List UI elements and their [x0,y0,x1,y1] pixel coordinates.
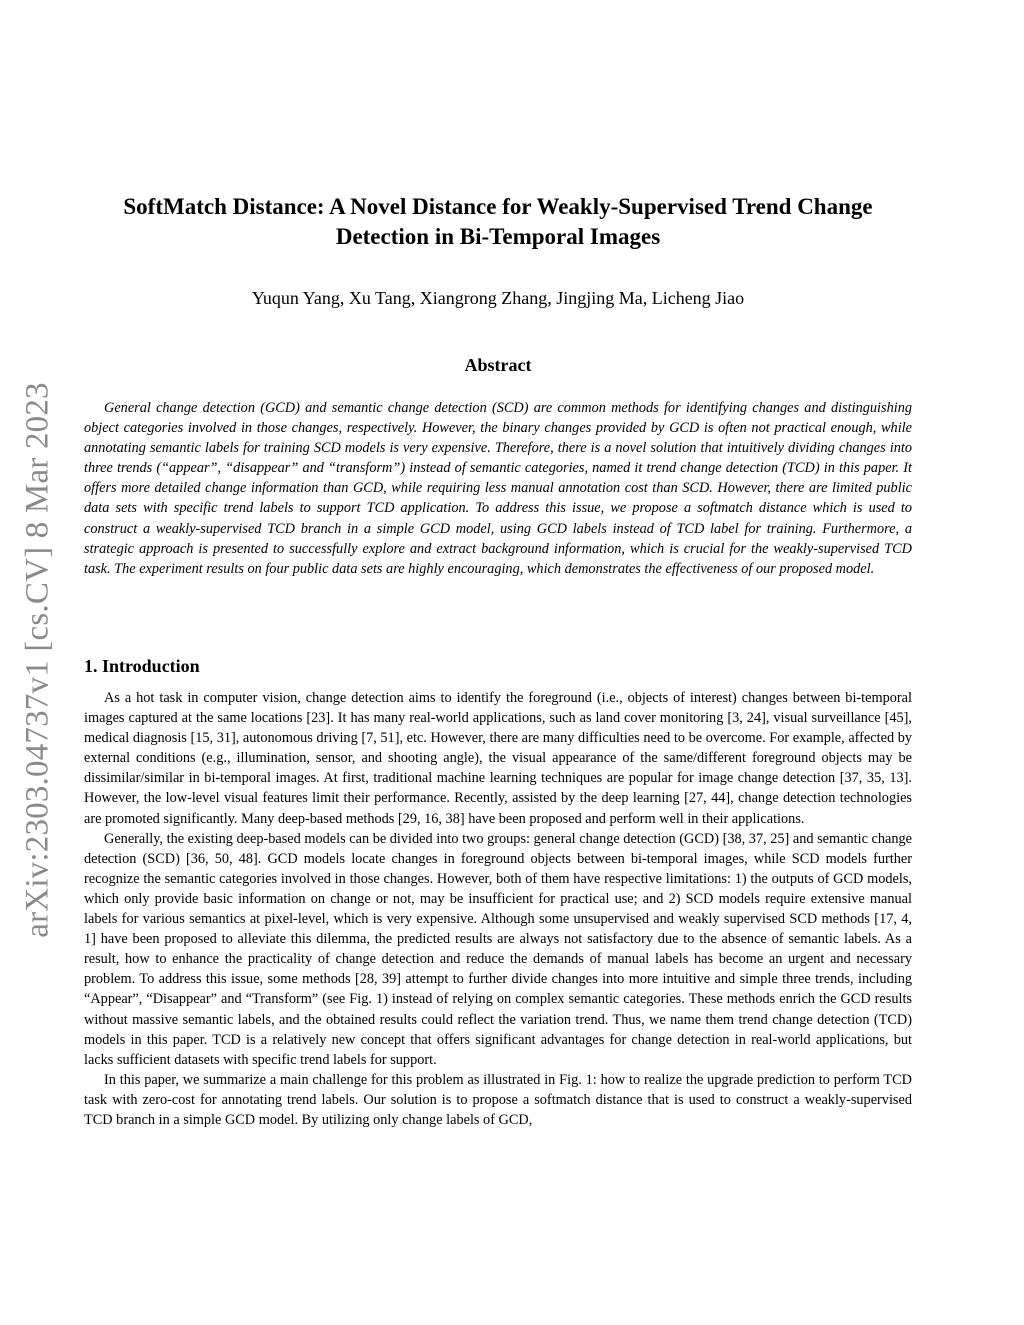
paragraph: Generally, the existing deep-based models can be divided into two groups: general change detection (GCD) [38, 37, 25] and semantic change detection (SCD) [36, 50, 48]. GCD models locate changes in foreground objects between bi-temporal images, while SCD models further recognize the semantic categories involved in those changes. However, both of them have respective limitations: 1) the outputs of GCD models, which only provide basic information on change or not, may be insufficient for practical use; and 2) SCD models require extensive manual labels for various semantics at pixel-level, which is very expensive. Although some unsupervised and weakly supervised SCD methods [17, 4, 1] have been proposed to alleviate this dilemma, the predicted results are always not satisfactory due to the absence of semantic labels. As a result, how to enhance the practicality of change detection and reduce the demands of manual labels has become an urgent and necessary problem. To address this issue, some methods [28, 39] attempt to further divide changes into more intuitive and simple three trends, including “Appear”, “Disappear” and “Transform” (see Fig. 1) instead of relying on complex semantic categories. These methods enrich the GCD results without massive semantic labels, and the obtained results could reflect the variation trend. Thus, we name them trend change detection (TCD) models in this paper. TCD is a relatively new concept that offers significant advantages for change detection in real-world applications, but lacks sufficient datasets with specific trend labels for support. [84,830,912,1068]
section-heading-introduction: 1. Introduction [84,656,200,676]
paragraph: As a hot task in computer vision, change detection aims to identify the foreground (i.e., objects of interest) changes between bi-temporal images captured at the same locations [23]. It has many real-world applications, such as land cover monitoring [3, 24], visual surveillance [45], medical diagnosis [15, 31], autonomous driving [7, 51], etc. However, there are many difficulties need to be overcome. For example, affected by external conditions (e.g., illumination, sensor, and shooting angle), the visual appearance of the same/different foreground objects may be dissimilar/similar in bi-temporal images. At first, traditional machine learning techniques are popular for image change detection [37, 35, 13]. However, the low-level visual features limit their performance. Recently, assisted by the deep learning [27, 44], change detection technologies are promoted significantly. Many deep-based methods [29, 16, 38] have been proposed and perform well in their applications. [84,690,912,827]
author-list: Yuqun Yang, Xu Tang, Xiangrong Zhang, Jingjing Ma, Licheng Jiao [251,288,745,308]
abstract-heading: Abstract [464,355,532,375]
paper-title: SoftMatch Distance: A Novel Distance for Weakly-Supervised Trend Change Detection in Bi-Temporal Images [123,194,873,249]
abstract-text: General change detection (GCD) and semantic change detection (SCD) are common methods for identifying changes and distinguishing object categories involved in those changes, respectively. However, the binary changes provided by GCD is often not practical enough, while annotating semantic labels for training SCD models is very expensive. Therefore, there is a novel solution that intuitively dividing changes into three trends (“appear”, “disappear” and “transform”) instead of semantic categories, named it trend change detection (TCD) in this paper. It offers more detailed change information than GCD, while requiring less manual annotation cost than SCD. However, there are limited public data sets with specific trend labels to support TCD application. To address this issue, we propose a softmatch distance which is used to construct a weakly-supervised TCD branch in a simple GCD model, using GCD labels instead of TCD label for training. Furthermore, a strategic approach is presented to successfully explore and extract background information, which is crucial for the weakly-supervised TCD task. The experiment results on four public data sets are highly encouraging, which demonstrates the effectiveness of our proposed model. [84,400,912,577]
arxiv-identifier[interactable]: arXiv:2303.04737v1 [cs.CV] 8 Mar 2023 [19,382,56,938]
paragraph: In this paper, we summarize a main challenge for this problem as illustrated in Fig. 1: how to realize the upgrade prediction to perform TCD task with zero-cost for annotating trend labels. Our solution is to propose a softmatch distance that is used to construct a weakly-supervised TCD branch in a simple GCD model. By utilizing only change labels of GCD, [84,1071,912,1128]
introduction-body [84,688,912,1130]
